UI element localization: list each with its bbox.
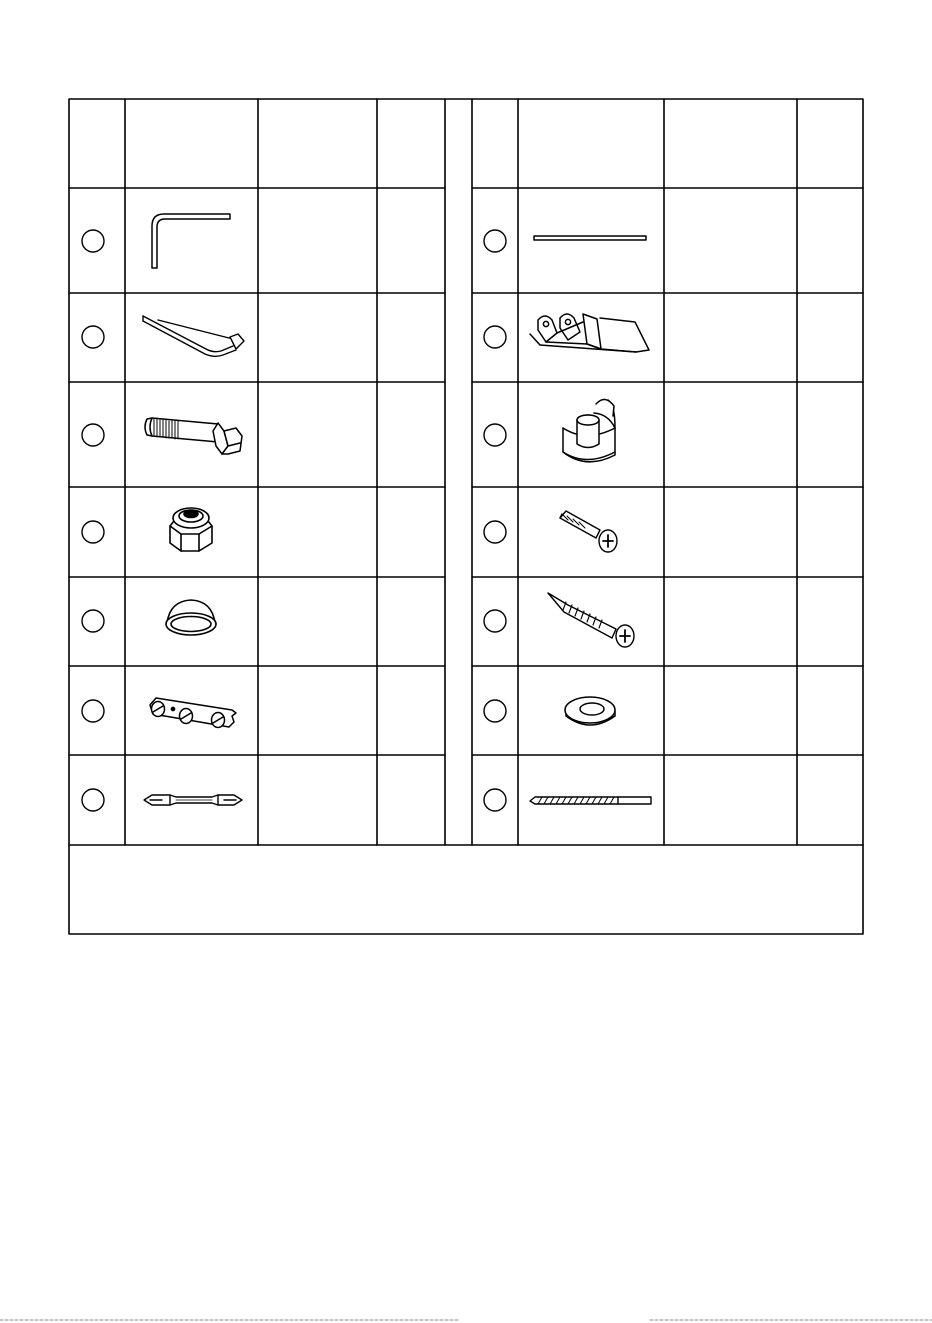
flat-washer-icon	[565, 697, 615, 725]
part-label-circle	[82, 521, 104, 543]
double-ended-screwdriver-bit-icon	[144, 795, 242, 805]
nylon-lock-nut-icon	[170, 508, 212, 551]
three-peg-bracket-icon	[150, 698, 236, 728]
part-label-circle	[82, 326, 104, 348]
part-label-circle	[484, 230, 506, 252]
part-label-circle	[484, 424, 506, 446]
right-row-lines	[472, 188, 863, 755]
dome-cap-icon	[166, 600, 216, 635]
part-label-circle	[82, 789, 104, 811]
wood-screw-icon	[548, 593, 634, 647]
part-label-circle	[82, 700, 104, 722]
wall-anchor-screw-icon	[560, 511, 617, 552]
l-shaped-hex-key-icon	[152, 214, 230, 268]
bent-wire-rod-icon	[143, 316, 244, 356]
hinge-bracket-plate-icon	[530, 314, 649, 352]
part-label-circle	[484, 326, 506, 348]
straight-rod-icon	[534, 236, 646, 240]
drill-bit-icon	[530, 797, 651, 804]
pipe-clamp-bracket-icon	[563, 399, 615, 461]
part-label-circle	[484, 789, 506, 811]
part-label-circle	[82, 610, 104, 632]
part-label-circle	[484, 521, 506, 543]
part-label-circle	[82, 230, 104, 252]
part-label-circle	[484, 700, 506, 722]
left-label-circles	[82, 230, 104, 811]
part-label-circle	[82, 424, 104, 446]
part-label-circle	[484, 610, 506, 632]
hex-bolt-icon	[145, 418, 242, 454]
right-label-circles	[484, 230, 506, 811]
